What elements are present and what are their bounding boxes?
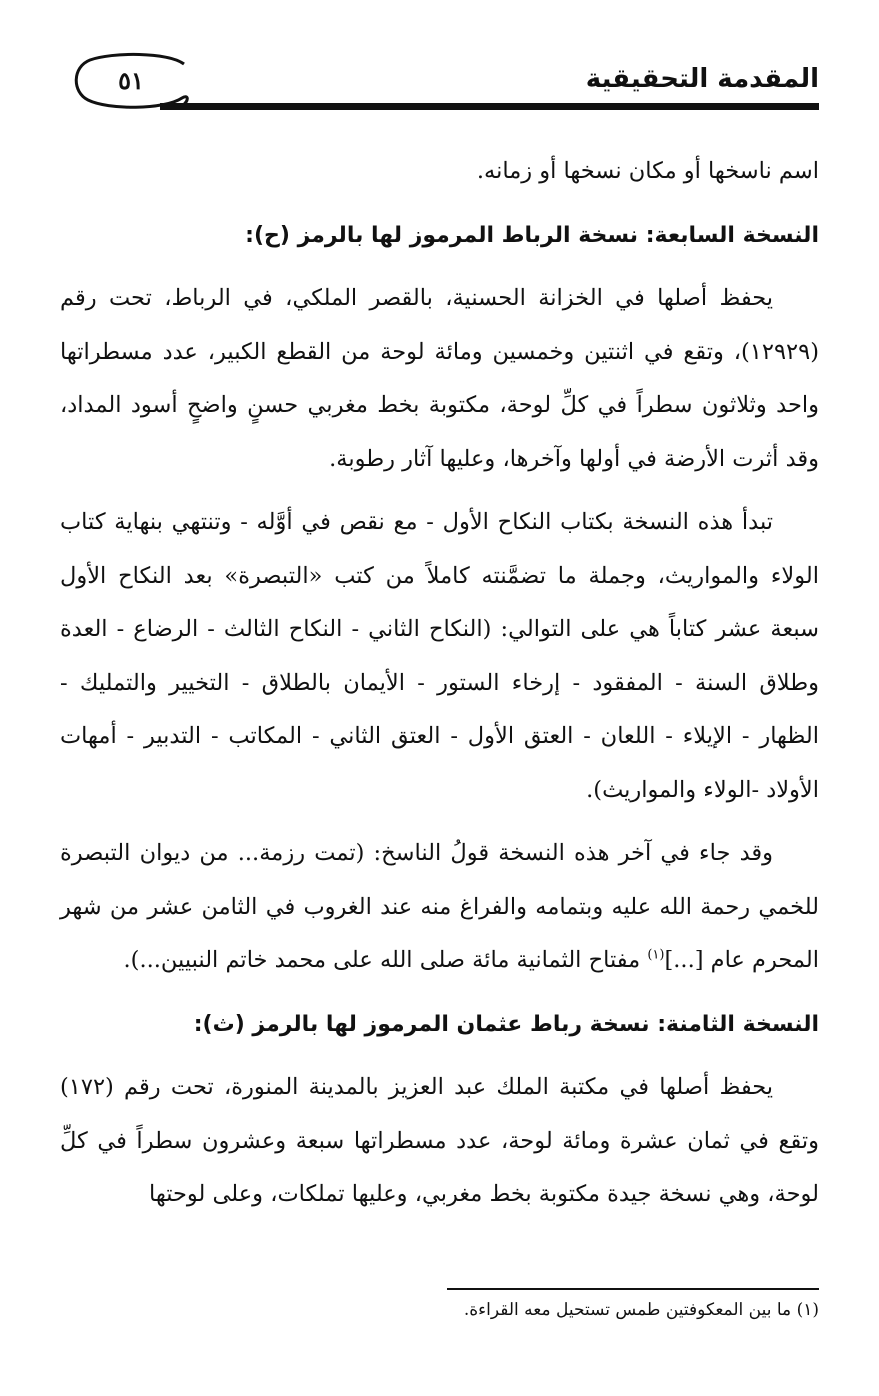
- copyist-note-text: وقد جاء في آخر هذه النسخة قولُ الناسخ: (تمت رزمة... من ديوان التبصرة للخمي رحمة الله عليه وبتمامه والفراغ منه عند الغروب في الثامن عشر من شهر المحرم عام [...]: [60, 840, 819, 973]
- body-text: [60, 145, 819, 1222]
- header-rule: [160, 103, 819, 110]
- paragraph-seventh-copy-contents: تبدأ هذه النسخة بكتاب النكاح الأول - مع نقص في أوَّله - وتنتهي بنهاية كتاب الولاء والمواريث، وجملة ما تضمَّنته كاملاً من كتب «التبصرة» بعد النكاح الأول سبعة عشر كتاباً هي على التوالي: (النكاح الثاني - النكاح الثالث - الرضاع - العدة وطلاق السنة - المفقود - إرخاء الستور - الأيمان بالطلاق - التخيير والتمليك - الظهار - الإيلاء - اللعان - العتق الأول - العتق الثاني - المكاتب - التدبير - أمهات الأولاد -الولاء والمواريث).: [60, 509, 819, 803]
- footnote-rule: [447, 1288, 819, 1290]
- footnote-marker[interactable]: (١): [647, 947, 665, 963]
- copyist-note-text-end: مفتاح الثمانية مائة صلى الله على محمد خاتم النبيين...).: [123, 947, 648, 973]
- running-header-title: المقدمة التحقيقية: [585, 64, 819, 94]
- paragraph-eighth-copy-location: يحفظ أصلها في مكتبة الملك عبد العزيز بالمدينة المنورة، تحت رقم (١٧٢) وتقع في ثمان عشرة ومائة لوحة، عدد مسطراتها سبعة وعشرون سطراً في كلِّ لوحة، وهي نسخة جيدة مكتوبة بخط مغربي، وعليها تملكات، وعلى لوحتها: [60, 1074, 819, 1207]
- paragraph-seventh-copy-location: يحفظ أصلها في الخزانة الحسنية، بالقصر الملكي، في الرباط، تحت رقم (١٢٩٢٩)، وتقع في اثنتين وخمسين ومائة لوحة من القطع الكبير، عدد مسطراتها واحد وثلاثون سطراً في كلِّ لوحة، مكتوبة بخط مغربي حسنٍ واضحٍ أسود المداد، وقد أثرت الأرضة في أولها وآخرها، وعليها آثار رطوبة.: [60, 285, 819, 472]
- section-heading-seventh-copy: النسخة السابعة: نسخة الرباط المرموز لها بالرمز (ح):: [245, 222, 819, 248]
- paragraph-copyist-note: [60, 827, 819, 988]
- paragraph-continuation: اسم ناسخها أو مكان نسخها أو زمانه.: [476, 158, 819, 184]
- footnote: (١) ما بين المعكوفتين طمس تستحيل معه القراءة.: [463, 1300, 819, 1320]
- page-number: ٥١: [118, 66, 144, 95]
- section-heading-eighth-copy: النسخة الثامنة: نسخة رباط عثمان المرموز لها بالرمز (ث):: [193, 1011, 819, 1037]
